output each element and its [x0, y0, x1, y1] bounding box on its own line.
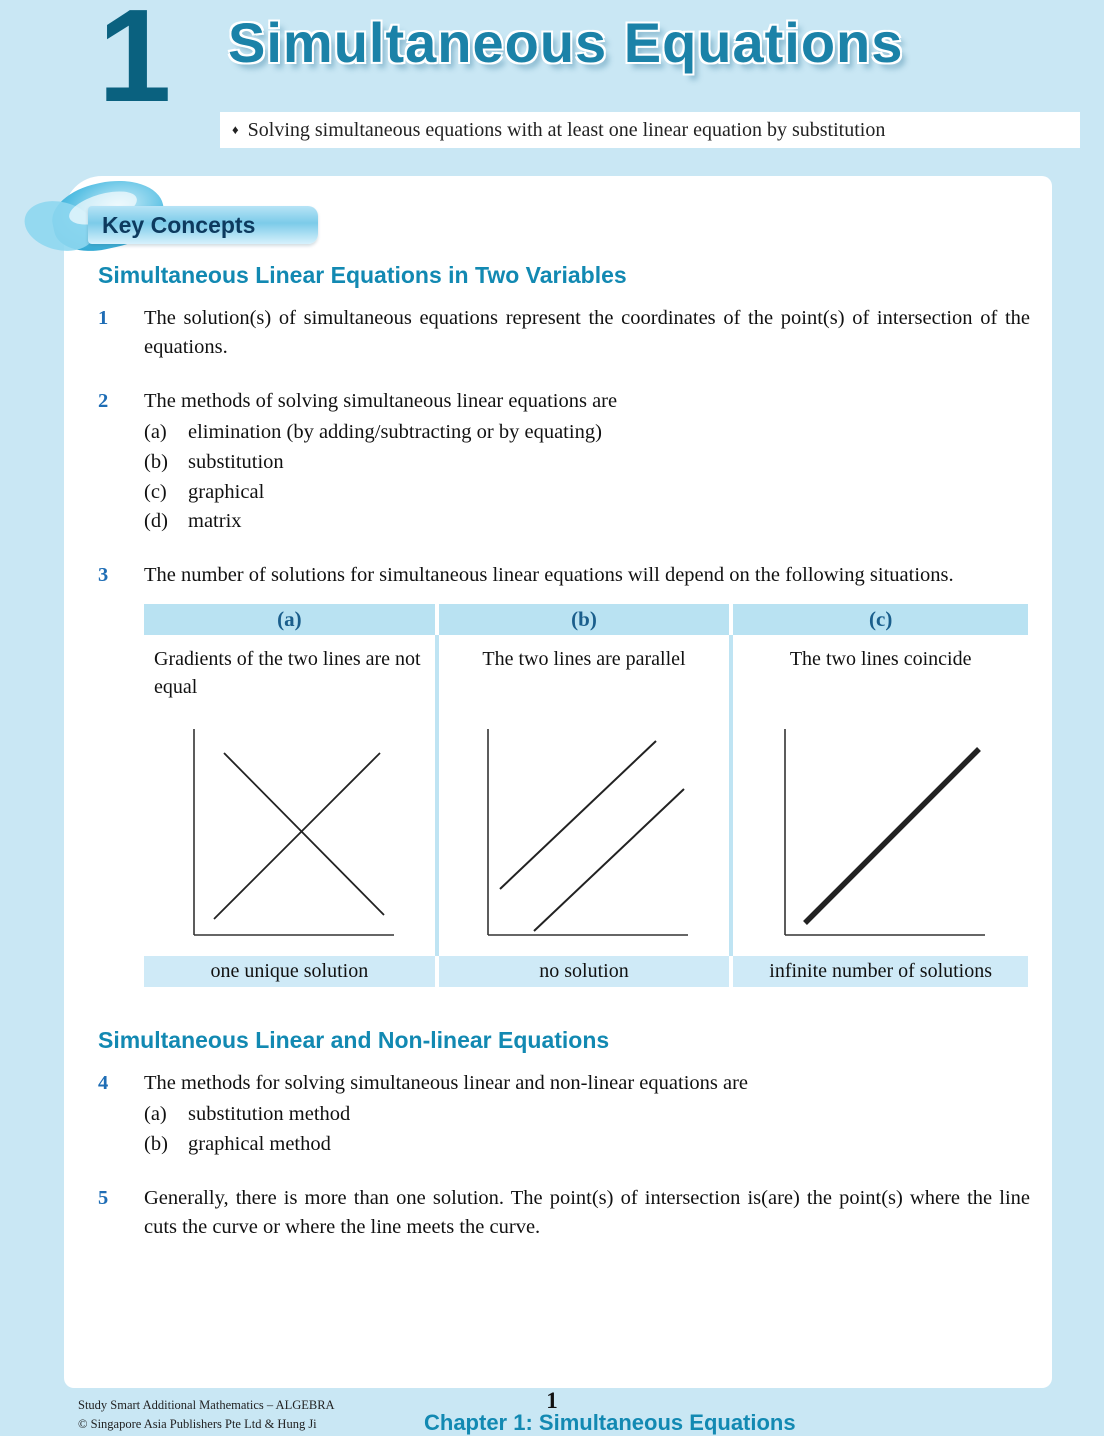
list-item-3 — [98, 561, 1030, 590]
subitem-text: elimination (by adding/subtracting or by equating) — [188, 421, 602, 444]
item-text: The solution(s) of simultaneous equations represent the coordinates of the point(s) of intersection of the equations. — [144, 307, 1030, 359]
subitem-label: (a) — [144, 421, 167, 444]
item-text: The number of solutions for simultaneous linear equations will depend on the following situations. — [144, 564, 954, 587]
chapter-objectives-bar — [220, 112, 1080, 148]
subitem-b — [144, 1130, 1030, 1160]
item-number: 4 — [98, 1072, 109, 1095]
result-a: one unique solution — [144, 956, 439, 987]
table-cell-b — [439, 635, 734, 956]
section-heading-linear: Simultaneous Linear Equations in Two Variables — [98, 262, 627, 288]
page-title: Simultaneous Equations — [228, 11, 904, 74]
result-c: infinite number of solutions — [733, 956, 1028, 987]
page-number: 1 — [546, 1388, 558, 1413]
subitem-label: (b) — [144, 1133, 168, 1156]
bullet-icon: ♦ — [232, 122, 239, 137]
item-number: 1 — [98, 307, 109, 329]
case-caption: The two lines coincide — [789, 648, 972, 671]
intersecting-lines-diagram — [182, 727, 397, 942]
item-number: 5 — [98, 1186, 109, 1209]
chapter-objective-text: Solving simultaneous equations with at least one linear equation by substitution — [247, 118, 886, 141]
subitem-b — [144, 448, 1030, 478]
chapter-number: 1 — [98, 0, 172, 129]
case-caption: Gradients of the two lines are not equal — [154, 648, 421, 699]
subitem-text: substitution — [188, 451, 284, 474]
item-text: The methods for solving simultaneous linear and non-linear equations are — [144, 1072, 749, 1095]
item-number: 2 — [98, 390, 109, 413]
main-content — [98, 262, 1030, 1267]
table-footer-row — [144, 956, 1028, 987]
subitem-text: matrix — [188, 510, 242, 533]
item-4-subitems — [98, 1100, 1030, 1159]
chapter-footer-label: Chapter 1: Simultaneous Equations — [424, 1410, 796, 1435]
item-text: Generally, there is more than one solution. The point(s) of intersection is(are) the point(s) where the line cuts the curve or where the line meets the curve. — [144, 1186, 1030, 1238]
list-item-1 — [98, 304, 1030, 362]
key-concepts-label: Key Concepts — [102, 211, 256, 238]
subitem-a — [144, 1100, 1030, 1130]
item-text: The methods of solving simultaneous linear equations are — [144, 390, 618, 413]
subitem-label: (d) — [144, 510, 168, 533]
table-cell-c — [733, 635, 1028, 956]
table-cell-a — [144, 635, 439, 956]
imprint-line-2: © Singapore Asia Publishers Pte Ltd & Hung Ji — [78, 1417, 317, 1432]
subitem-label: (c) — [144, 480, 167, 503]
solutions-table — [144, 604, 1028, 987]
subitem-a — [144, 418, 1030, 448]
table-body-row — [144, 635, 1028, 956]
list-item-5 — [98, 1184, 1030, 1242]
subitem-text: graphical method — [188, 1133, 331, 1156]
list-item-4 — [98, 1069, 1030, 1098]
subitem-c — [144, 478, 1030, 508]
table-header-c: (c) — [733, 604, 1028, 635]
item-number: 3 — [98, 564, 109, 587]
parallel-lines-diagram — [476, 727, 691, 942]
subitem-text: substitution method — [188, 1103, 351, 1126]
imprint-line-1: Study Smart Additional Mathematics – ALGEBRA — [78, 1398, 335, 1412]
case-caption: The two lines are parallel — [482, 648, 686, 671]
key-concepts-badge — [88, 206, 318, 244]
coincident-lines-diagram — [773, 727, 988, 942]
table-header-a: (a) — [144, 604, 439, 635]
table-header-row — [144, 604, 1028, 635]
result-b: no solution — [439, 956, 734, 987]
subitem-label: (a) — [144, 1103, 167, 1126]
subitem-d — [144, 507, 1030, 537]
table-header-b: (b) — [439, 604, 734, 635]
subitem-text: graphical — [188, 480, 265, 503]
section-heading-nonlinear: Simultaneous Linear and Non-linear Equations — [98, 1027, 610, 1054]
item-2-subitems — [98, 418, 1030, 537]
list-item-2 — [98, 387, 1030, 416]
subitem-label: (b) — [144, 451, 168, 474]
